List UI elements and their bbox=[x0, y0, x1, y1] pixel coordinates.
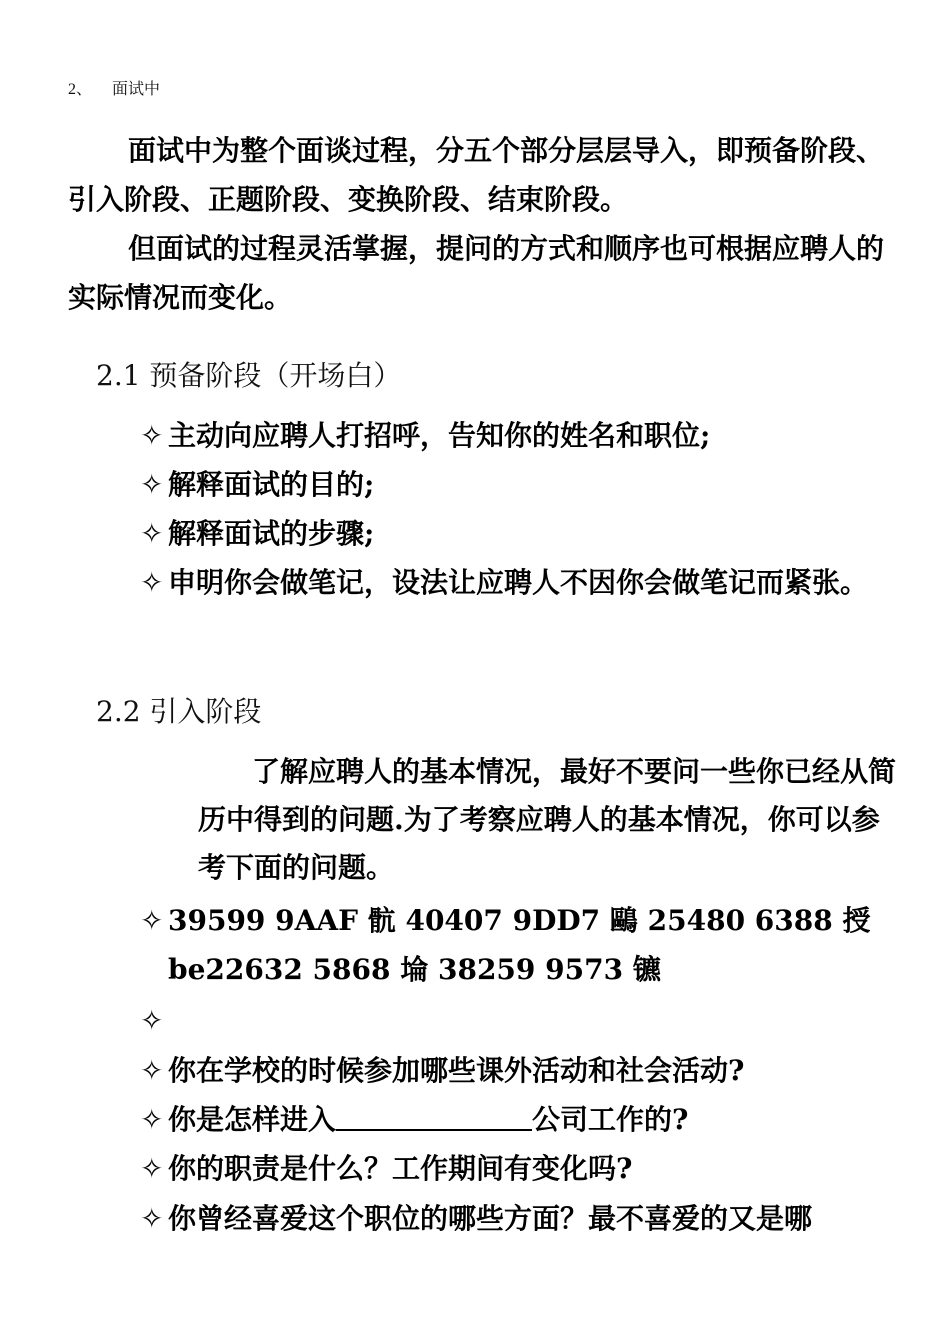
list-item: ✧ 39599 9AAF 骯 40407 9DD7 鷗 25480 6388 授 be22632 5868 埨 38259 9573 镳 bbox=[140, 896, 890, 994]
bullet-marker-icon: ✧ bbox=[140, 1202, 164, 1235]
bullet-marker-icon: ✧ bbox=[140, 468, 164, 501]
bullet-marker-icon: ✧ bbox=[140, 517, 164, 550]
paragraph-2: 但面试的过程灵活掌握，提问的方式和顺序也可根据应聘人的实际情况而变化。 bbox=[68, 232, 885, 314]
paragraph-1: 面试中为整个面谈过程，分五个部分层层导入，即预备阶段、引入阶段、正题阶段、变换阶段、结束阶段。 bbox=[68, 134, 885, 216]
subsection-title-2-1: 2.1 预备阶段（开场白） bbox=[96, 359, 402, 392]
fill-in-blank bbox=[336, 1105, 532, 1131]
bullet-marker-icon: ✧ bbox=[140, 1054, 164, 1087]
section-number: 2、 bbox=[68, 81, 93, 98]
section-title: 面试中 bbox=[112, 81, 161, 98]
list-item: ✧ 你是怎样进入 公司工作的? bbox=[140, 1095, 890, 1144]
subsection-title-2-2: 2.2 引入阶段 bbox=[96, 695, 262, 728]
list-item: ✧ 申明你会做笔记，设法让应聘人不因你会做笔记而紧张。 bbox=[140, 558, 890, 607]
list-item: ✧ 解释面试的目的; bbox=[140, 460, 890, 509]
intro-paragraph: 了解应聘人的基本情况，最好不要问一些你已经从简历中得到的问题.为了考察应聘人的基本情况，你可以参考下面的问题。 bbox=[198, 755, 897, 884]
bullet-marker-icon: ✧ bbox=[140, 1004, 164, 1037]
section-heading bbox=[68, 76, 160, 99]
list-item: ✧ 主动向应聘人打招呼，告知你的姓名和职位; bbox=[140, 411, 890, 460]
list-item: ✧ 你曾经喜爱这个职位的哪些方面？最不喜爱的又是哪 bbox=[140, 1194, 890, 1243]
bullet-marker-icon: ✧ bbox=[140, 419, 164, 452]
bullet-marker-icon: ✧ bbox=[140, 566, 164, 599]
bullet-marker-icon: ✧ bbox=[140, 1103, 164, 1136]
bullet-marker-icon: ✧ bbox=[140, 904, 164, 937]
list-item: ✧ 你的职责是什么？工作期间有变化吗? bbox=[140, 1144, 890, 1193]
list-item: ✧ 解释面试的步骤; bbox=[140, 509, 890, 558]
list-item: ✧ 你在学校的时候参加哪些课外活动和社会活动? bbox=[140, 1046, 890, 1095]
bullet-marker-icon: ✧ bbox=[140, 1152, 164, 1185]
